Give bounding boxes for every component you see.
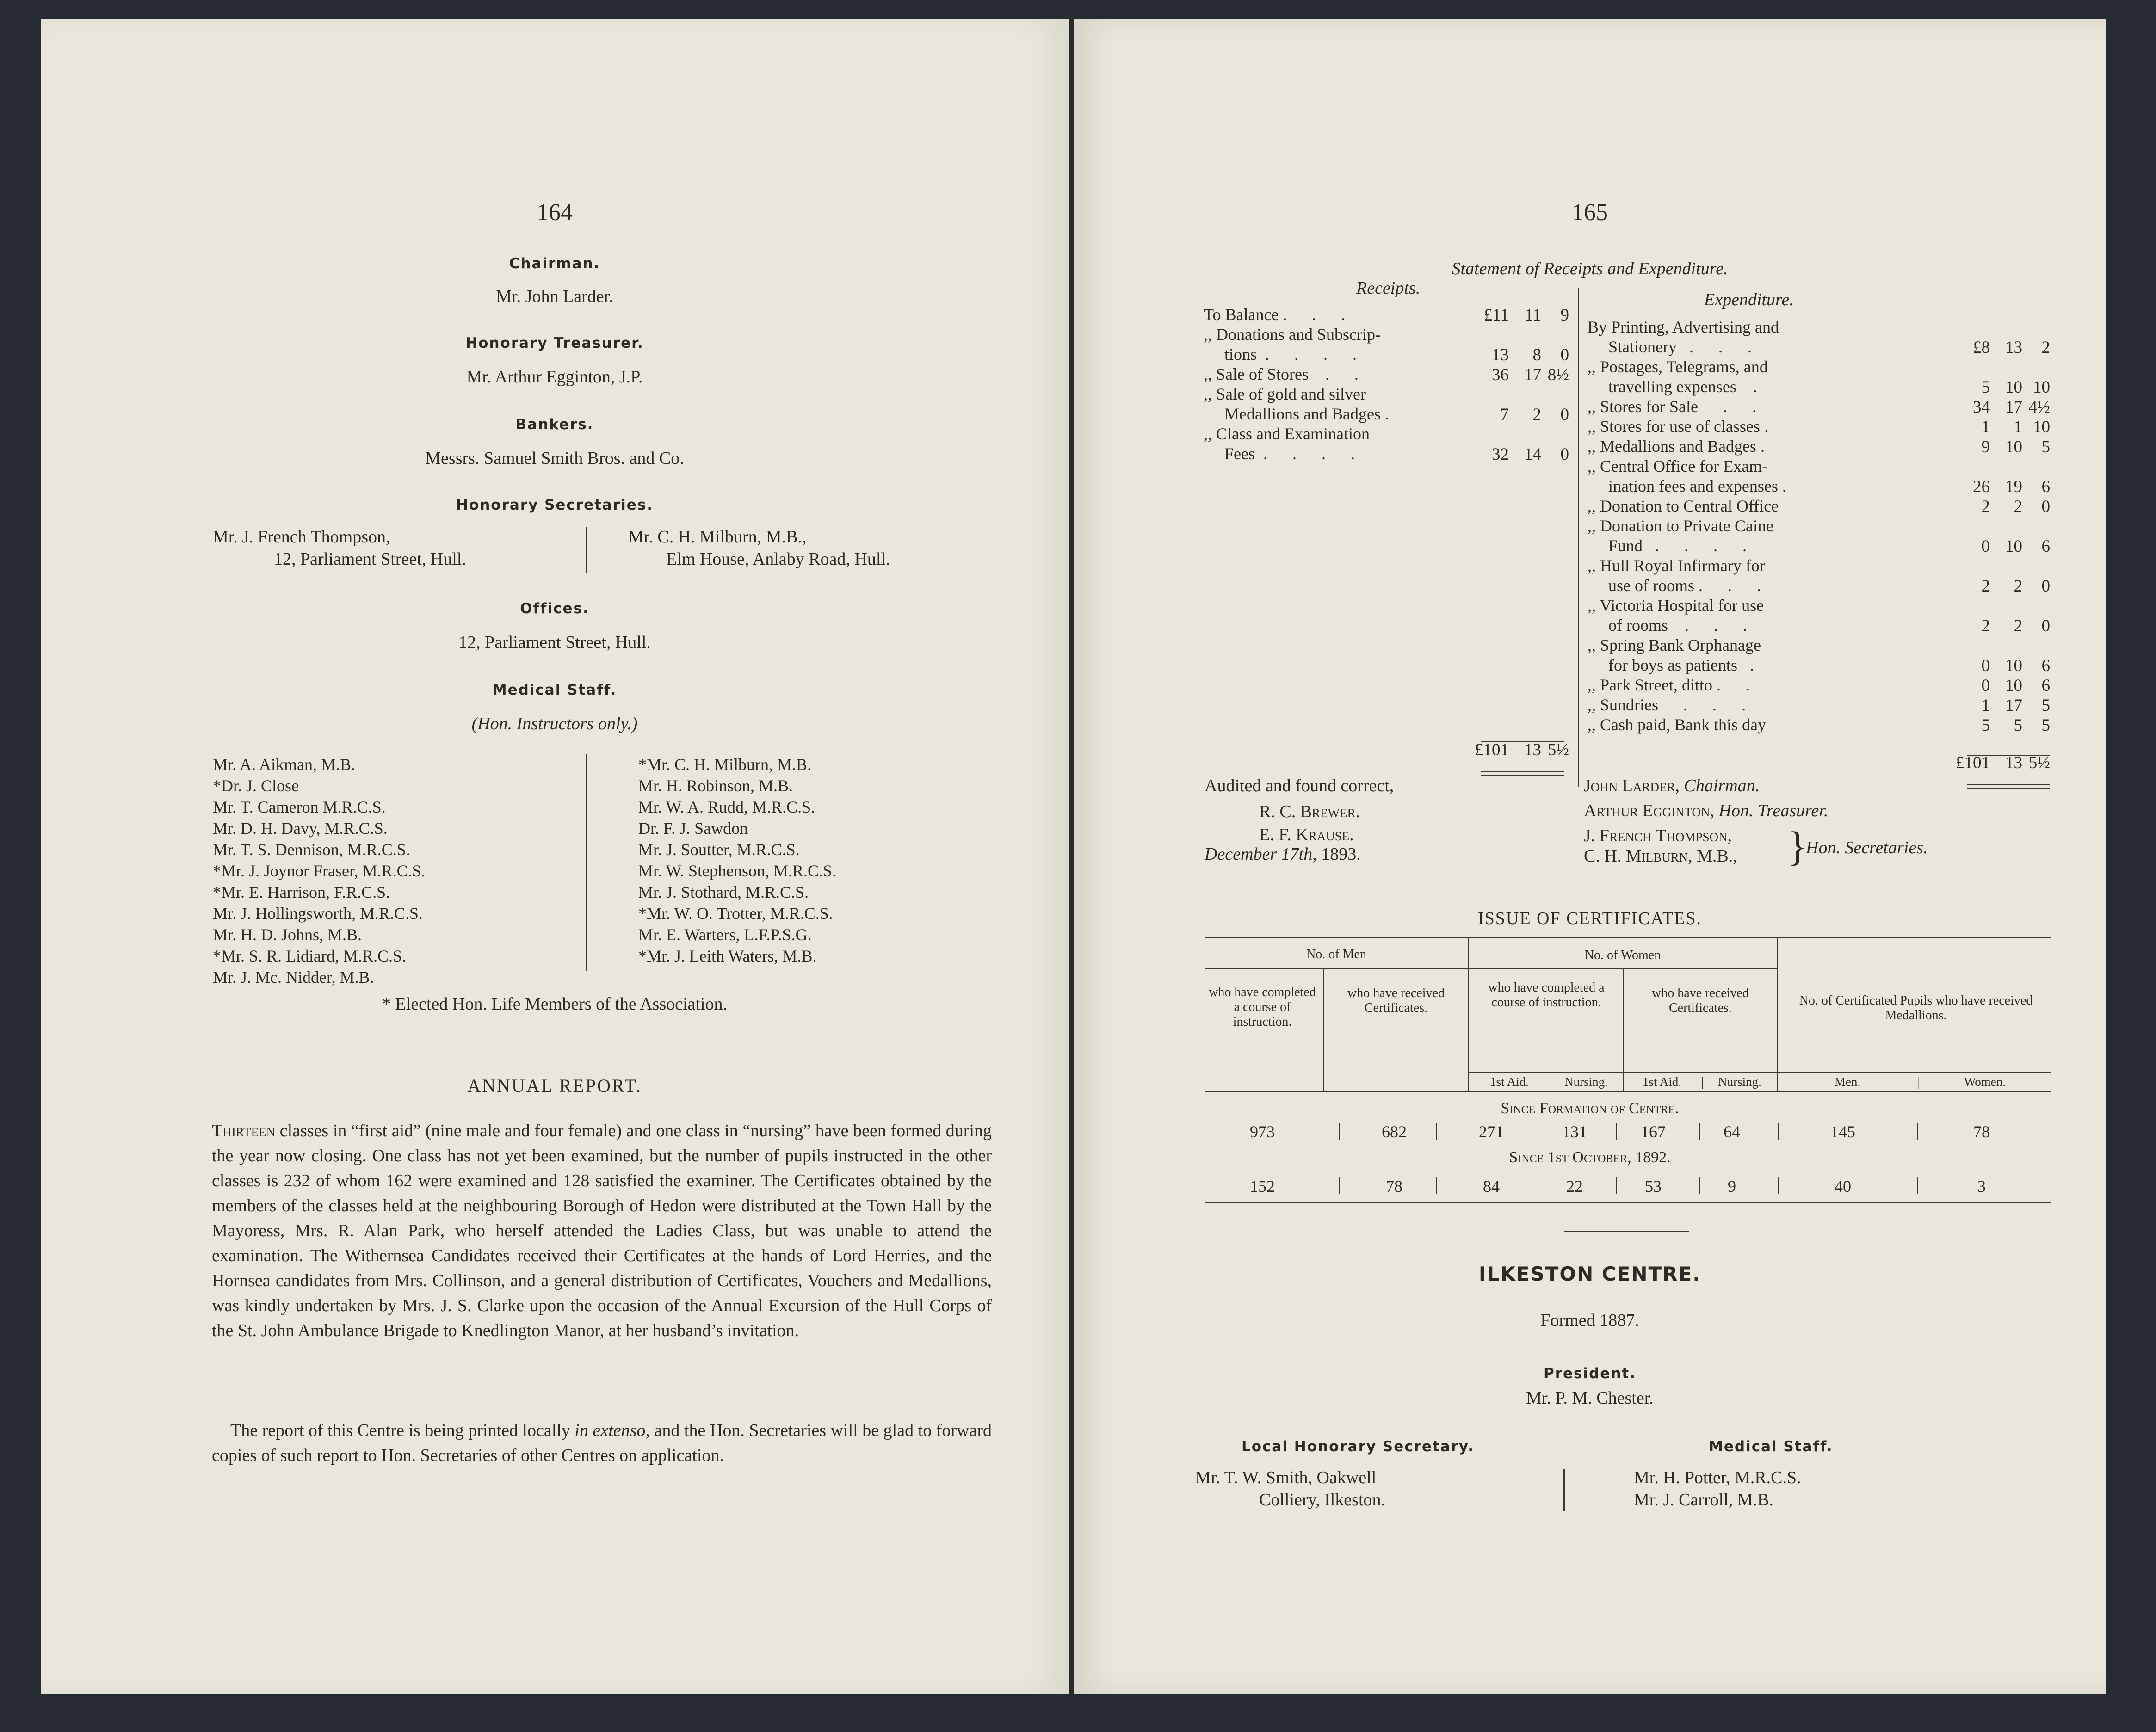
expenditure-heading: Expenditure. [1704, 290, 1794, 309]
sub-sep: | [1917, 1075, 1920, 1089]
total-pounds: £101 [1956, 753, 1990, 772]
signatory-1-role: Chairman. [1684, 776, 1760, 795]
divider [586, 527, 587, 573]
ledger-shillings: 2 [2014, 497, 2022, 516]
medical-staff-column-2 [638, 754, 836, 967]
ledger-shillings: 5 [2014, 716, 2022, 735]
ledger-shillings: 13 [2005, 338, 2022, 357]
staff-member: Mr. H. Robinson, M.B. [638, 777, 793, 795]
ledger-pence: 0 [2041, 497, 2050, 516]
right-page [1074, 19, 2106, 1694]
cell-separator [1616, 1123, 1617, 1140]
staff-member: Dr. F. J. Sawdon [638, 819, 748, 838]
cell-separator [1917, 1123, 1918, 1140]
cell-separator [1778, 1123, 1779, 1140]
ledger-pounds: 26 [1973, 477, 1990, 496]
total-pounds: £101 [1475, 740, 1509, 759]
ledger-pence: 5 [2041, 696, 2050, 715]
staff-member: *Dr. J. Close [213, 777, 299, 795]
table-cell: 271 [1479, 1122, 1504, 1141]
certificates-title: ISSUE OF CERTIFICATES. [1477, 909, 1702, 928]
ledger-pence: 0 [1560, 445, 1569, 464]
divider [586, 754, 587, 971]
ilkeston-staff-heading: Medical Staff. [1709, 1438, 1833, 1455]
ledger-label: ,, Central Office for Exam- [1588, 457, 1768, 475]
ledger-pounds: 0 [1981, 676, 1990, 695]
cell-separator [1699, 1123, 1700, 1140]
ledger-shillings: 19 [2005, 477, 2022, 496]
footnote: * Elected Hon. Life Members of the Association. [382, 994, 728, 1014]
staff-member: Mr. J. Soutter, M.R.C.S. [638, 840, 800, 859]
ledger-pence: 0 [2041, 577, 2050, 596]
ledger-label: ,, Spring Bank Orphanage [1588, 636, 1761, 654]
ledger-pounds: 2 [1981, 616, 1990, 635]
bankers-name: Messrs. Samuel Smith Bros. and Co. [425, 449, 684, 468]
ledger-pounds: 36 [1492, 365, 1509, 384]
ledger-pence: 8½ [1547, 365, 1569, 384]
ledger-label: use of rooms . . . [1588, 576, 1761, 595]
page-number: 165 [1572, 199, 1608, 226]
table-row [1205, 1122, 2051, 1145]
ledger-label: ,, Medallions and Badges . [1588, 437, 1765, 456]
medallions-header: No. of Certificated Pupils who have received Medallions. [1799, 993, 2033, 1023]
ledger-pence: 4½ [2028, 398, 2050, 417]
secretary-1-address: 12, Parliament Street, Hull. [274, 549, 466, 569]
signatory-role: Hon. Secretaries. [1806, 838, 1928, 857]
audit-date [1205, 844, 1361, 865]
ledger-pence: 0 [1560, 345, 1569, 364]
ledger-label: travelling expenses . [1588, 377, 1757, 396]
president-heading: President. [1544, 1365, 1636, 1382]
ledger-label: ,, Hull Royal Infirmary for [1588, 556, 1765, 575]
medical-staff-heading: Medical Staff. [492, 682, 617, 698]
cell-separator [1616, 1177, 1617, 1194]
secretaries-heading: Honorary Secretaries. [456, 497, 654, 513]
medical-staff-column-1 [213, 754, 426, 988]
ledger-label: Fund . . . . [1588, 536, 1747, 555]
staff-member: Mr. J. Stothard, M.R.C.S. [638, 883, 809, 901]
secretary-2-name: Mr. C. H. Milburn, M.B., [628, 527, 807, 547]
ledger-pounds: 9 [1981, 438, 1990, 456]
table-cell: 78 [1386, 1177, 1402, 1196]
men-header: No. of Men [1306, 947, 1366, 962]
bankers-heading: Bankers. [515, 416, 594, 433]
ilkeston-title: ILKESTON CENTRE. [1478, 1263, 1701, 1285]
table-cell: 167 [1641, 1122, 1666, 1141]
ledger-shillings: 2 [1532, 405, 1541, 424]
audit-date-italic: December 17th [1205, 844, 1313, 864]
signatory-2-role: Hon. Treasurer. [1718, 801, 1829, 820]
sub-firstaid-2: 1st Aid. [1642, 1075, 1682, 1089]
women-col-1: who have completed a course of instruction. [1488, 980, 1605, 1010]
ledger-pence: 2 [2041, 338, 2050, 357]
ledger-shillings: 17 [2005, 398, 2022, 417]
ledger-pounds: £8 [1973, 338, 1990, 357]
table-vrule [1777, 938, 1778, 1091]
ledger-label: ,, Donation to Central Office [1588, 497, 1779, 515]
receipts-total-rule-2 [1481, 775, 1564, 776]
treasurer-heading: Honorary Treasurer. [465, 335, 644, 351]
left-page [41, 19, 1069, 1694]
ledger-shillings: 11 [1525, 306, 1541, 325]
staff-member: *Mr. W. O. Trotter, M.R.C.S. [638, 904, 833, 923]
chairman-name: Mr. John Larder. [496, 287, 613, 306]
ledger-label: ,, Donation to Private Caine [1588, 517, 1773, 535]
ledger-label: ,, Victoria Hospital for use [1588, 596, 1764, 615]
ledger-pounds: 5 [1981, 378, 1990, 397]
expenditure-total-rule-1 [1967, 784, 2050, 785]
para-2-a: The report of this Centre is being printed locally [230, 1421, 570, 1440]
ilkeston-formed: Formed 1887. [1540, 1311, 1639, 1330]
auditor-1: R. C. Brewer. [1259, 802, 1360, 821]
statement-title: Statement of Receipts and Expenditure. [1452, 259, 1728, 278]
sub-sep: | [1701, 1075, 1704, 1089]
ledger-pence: 10 [2033, 418, 2050, 437]
ledger-label: ,, Cash paid, Bank this day [1588, 715, 1766, 734]
signatory-4-name: C. H. Milburn, M.B., [1584, 846, 1737, 866]
table-cell: 145 [1830, 1122, 1855, 1141]
receipts-total [1204, 740, 1569, 768]
staff-member: Mr. H. D. Johns, M.B. [213, 925, 362, 944]
receipts-heading: Receipts. [1356, 278, 1421, 298]
ledger-shillings: 2 [2014, 616, 2022, 635]
annual-report-para-1 [212, 1118, 992, 1343]
ledger-pence: 5 [2041, 438, 2050, 456]
ledger-shillings: 10 [2005, 438, 2022, 456]
local-secretary-line-1: Mr. T. W. Smith, Oakwell [1195, 1468, 1377, 1487]
section-divider [1564, 1231, 1689, 1232]
ledger-shillings: 10 [2005, 537, 2022, 556]
staff-member: Mr. T. S. Dennison, M.R.C.S. [213, 840, 410, 859]
local-secretary-heading: Local Honorary Secretary. [1242, 1438, 1475, 1455]
president-name: Mr. P. M. Chester. [1526, 1388, 1654, 1408]
cell-separator [1699, 1177, 1700, 1194]
ledger-pence: 9 [1560, 306, 1569, 325]
auditor-2: E. F. Krause. [1259, 825, 1354, 844]
ledger-label: Stationery . . . [1588, 338, 1752, 356]
table-cell: 9 [1728, 1177, 1736, 1196]
cell-separator [1339, 1177, 1340, 1194]
cell-separator [1436, 1123, 1437, 1140]
signatory-1-name: John Larder, [1584, 776, 1680, 795]
ledger-shillings: 1 [2014, 418, 2022, 437]
staff-member: Mr. E. Warters, L.F.P.S.G. [638, 925, 812, 944]
ledger-pounds: 1 [1981, 418, 1990, 437]
ledger-label: of rooms . . . [1588, 616, 1747, 635]
total-shillings: 13 [1524, 740, 1541, 759]
ledger-pence: 0 [2041, 616, 2050, 635]
ledger-label: ,, Stores for Sale . . [1588, 397, 1756, 416]
para-2-b: and the Hon. Secretaries will be glad to forward copies of such report to Hon. Secretaries of other Centres on application. [212, 1421, 992, 1465]
offices-heading: Offices. [520, 600, 589, 617]
signatory-3-name: J. French Thompson, [1584, 826, 1732, 845]
ledger-label: ,, Sundries . . . [1588, 696, 1746, 714]
staff-member: *Mr. C. H. Milburn, M.B. [638, 755, 812, 774]
para-1-text: classes in “first aid” (nine male and four female) and one class in “nursing” have been formed during the year now closing. One class has not yet been examined, but the number of pupils instructed in the other classes is 232 of whom 162 were examined and 128 satisfied the examiner. The Certificates obtained by the members of the classes held at the neighbouring Borough of Hedon were distributed at the Town Hall by the Mayoress, Mrs. R. Alan Park, who herself attended the Ladies Class, but was unable to attend the examination. The Withernsea Candidates received their Certificates at the hands of Lord Herries, and the Hornsea candidates from Mrs. Collinson, and a general distribution of Certificates, Vouchers and Medallions, was kindly undertaken by Mrs. J. S. Clarke upon the occasion of the Annual Excursion of the Hull Corps of the St. John Ambulance Brigade to Knedlington Manor, at her husband’s invitation. [212, 1121, 992, 1340]
ledger-pounds: 7 [1500, 405, 1509, 424]
ledger-label: ,, Postages, Telegrams, and [1588, 357, 1768, 376]
table-cell: 40 [1835, 1177, 1851, 1196]
men-col-2: who have received Certificates. [1347, 986, 1445, 1016]
since-october: Since 1st October, 1892. [1509, 1149, 1671, 1166]
ledger-pence: 6 [2041, 477, 2050, 496]
ledger-pounds: 13 [1492, 345, 1509, 364]
receipts-list [1204, 305, 1569, 703]
women-col-2: who have received Certificates. [1652, 986, 1749, 1016]
ledger-label: ,, Park Street, ditto . . [1588, 676, 1750, 694]
total-shillings: 13 [2005, 753, 2022, 772]
treasurer-name: Mr. Arthur Egginton, J.P. [466, 367, 643, 387]
ledger-label: ,, Sale of Stores . . [1204, 365, 1359, 383]
ledger-shillings: 10 [2005, 378, 2022, 397]
ledger-label: tions . . . . [1204, 345, 1357, 364]
staff-member: *Mr. E. Harrison, F.R.C.S. [213, 883, 390, 901]
secretary-1-name: Mr. J. French Thompson, [213, 527, 390, 547]
ledger-label: Medallions and Badges . [1204, 405, 1389, 423]
men-col-1: who have completed a course of instruction. [1209, 985, 1316, 1029]
annual-report-para-2 [212, 1418, 992, 1468]
since-formation: Since Formation of Centre. [1501, 1100, 1679, 1117]
signatory-2-name: Arthur Egginton, [1584, 801, 1715, 820]
audit-line: Audited and found correct, [1205, 776, 1394, 795]
ledger-pounds: 32 [1492, 445, 1509, 464]
expenditure-total-rule-2 [1967, 788, 2050, 789]
table-header-rule [1205, 968, 1777, 969]
ledger-label: Fees . . . . [1204, 444, 1355, 463]
table-cell: 682 [1382, 1122, 1407, 1141]
staff-member: Mr. W. A. Rudd, M.R.C.S. [638, 798, 815, 816]
cell-separator [1339, 1123, 1340, 1140]
women-header: No. of Women [1584, 948, 1661, 962]
staff-member: *Mr. J. Leith Waters, M.B. [638, 947, 817, 965]
ledger-pence: 6 [2041, 537, 2050, 556]
staff-member: Mr. W. Stephenson, M.R.C.S. [638, 862, 837, 880]
ilkeston-staff-1: Mr. H. Potter, M.R.C.S. [1634, 1468, 1801, 1487]
staff-member: Mr. J. Hollingsworth, M.R.C.S. [213, 904, 423, 923]
ledger-shillings: 14 [1524, 445, 1541, 464]
staff-member: *Mr. S. R. Lidiard, M.R.C.S. [213, 947, 407, 965]
audit-date-year: , 1893. [1312, 844, 1361, 864]
signatory-1 [1584, 776, 1760, 796]
table-cell: 78 [1973, 1122, 1990, 1141]
ledger-shillings: 17 [2005, 696, 2022, 715]
sub-firstaid: 1st Aid. [1489, 1075, 1529, 1089]
secretary-2-address: Elm House, Anlaby Road, Hull. [666, 549, 890, 569]
ledger-shillings: 2 [2014, 577, 2022, 596]
ledger-label: To Balance . . . [1204, 305, 1346, 324]
total-pence: 5½ [1547, 740, 1569, 759]
para-2-italic: in extenso, [575, 1421, 650, 1440]
lead-word: Thirteen [212, 1121, 276, 1140]
table-cell: 53 [1645, 1177, 1662, 1196]
ledger-shillings: 10 [2005, 676, 2022, 695]
table-subheader-rule [1468, 1072, 2051, 1073]
staff-member: Mr. T. Cameron M.R.C.S. [213, 798, 386, 816]
table-top-rule [1205, 937, 2051, 938]
chairman-heading: Chairman. [509, 255, 600, 272]
ledger-label: ,, Class and Examination [1204, 425, 1370, 443]
ledger-pence: 10 [2033, 378, 2050, 397]
sub-women: Women. [1964, 1075, 2006, 1089]
divider [1563, 1469, 1565, 1511]
ledger-pence: 6 [2041, 676, 2050, 695]
page-number: 164 [537, 199, 573, 226]
ledger-pence: 0 [1560, 405, 1569, 424]
table-cell: 64 [1724, 1122, 1740, 1141]
table-cell: 22 [1566, 1177, 1583, 1196]
table-cell: 84 [1483, 1177, 1500, 1196]
ledger-pounds: 1 [1981, 696, 1990, 715]
table-row [1205, 1177, 2051, 1200]
ledger-shillings: 17 [1524, 365, 1541, 384]
table-bottom-rule [1205, 1202, 2051, 1203]
total-pence: 5½ [2028, 753, 2050, 772]
ledger-pounds: 2 [1981, 497, 1990, 516]
local-secretary-line-2: Colliery, Ilkeston. [1259, 1490, 1385, 1510]
cell-separator [1917, 1177, 1918, 1194]
ledger-label: ,, Stores for use of classes . [1588, 417, 1768, 436]
staff-member: Mr. D. H. Davy, M.R.C.S. [213, 819, 388, 838]
ilkeston-staff-2: Mr. J. Carroll, M.B. [1634, 1490, 1773, 1510]
ledger-shillings: 8 [1532, 345, 1541, 364]
ledger-label: for boys as patients . [1588, 656, 1754, 674]
staff-member: Mr. A. Aikman, M.B. [213, 755, 356, 774]
sub-sep: | [1550, 1075, 1552, 1089]
annual-report-title: ANNUAL REPORT. [467, 1075, 642, 1096]
table-header-bottom-rule [1205, 1091, 2051, 1092]
ledger-label: By Printing, Advertising and [1588, 318, 1779, 336]
table-cell: 131 [1562, 1122, 1587, 1141]
ledger-pounds: 34 [1973, 398, 1990, 417]
ledger-label: ination fees and expenses . [1588, 477, 1786, 495]
ledger-pounds: £11 [1483, 306, 1509, 325]
table-cell: 973 [1250, 1122, 1275, 1141]
sub-nursing-2: Nursing. [1718, 1075, 1761, 1089]
cell-separator [1436, 1177, 1437, 1194]
ledger-pounds: 0 [1981, 656, 1990, 675]
ledger-pounds: 2 [1981, 577, 1990, 596]
table-cell: 3 [1977, 1177, 1986, 1196]
ledger-label: ,, Donations and Subscrip- [1204, 325, 1381, 344]
receipts-total-rule-1 [1481, 771, 1564, 772]
offices-address: 12, Parliament Street, Hull. [458, 633, 651, 652]
brace: } [1787, 824, 1808, 869]
ledger-pounds: 0 [1981, 537, 1990, 556]
ledger-label: ,, Sale of gold and silver [1204, 385, 1366, 403]
staff-member: *Mr. J. Joynor Fraser, M.R.C.S. [213, 862, 426, 880]
ledger-shillings: 10 [2005, 656, 2022, 675]
ledger-pounds: 5 [1981, 716, 1990, 735]
ledger-pence: 5 [2041, 716, 2050, 735]
sub-nursing: Nursing. [1564, 1075, 1608, 1089]
ledger-divider [1578, 288, 1579, 787]
medical-staff-subheading: (Hon. Instructors only.) [471, 714, 638, 733]
cell-separator [1778, 1177, 1779, 1194]
staff-member: Mr. J. Mc. Nidder, M.B. [213, 968, 374, 986]
table-cell: 152 [1250, 1177, 1275, 1196]
sub-men: Men. [1834, 1075, 1861, 1089]
signatory-2 [1584, 801, 1828, 821]
ledger-pence: 6 [2041, 656, 2050, 675]
expenditure-list [1588, 318, 2050, 752]
